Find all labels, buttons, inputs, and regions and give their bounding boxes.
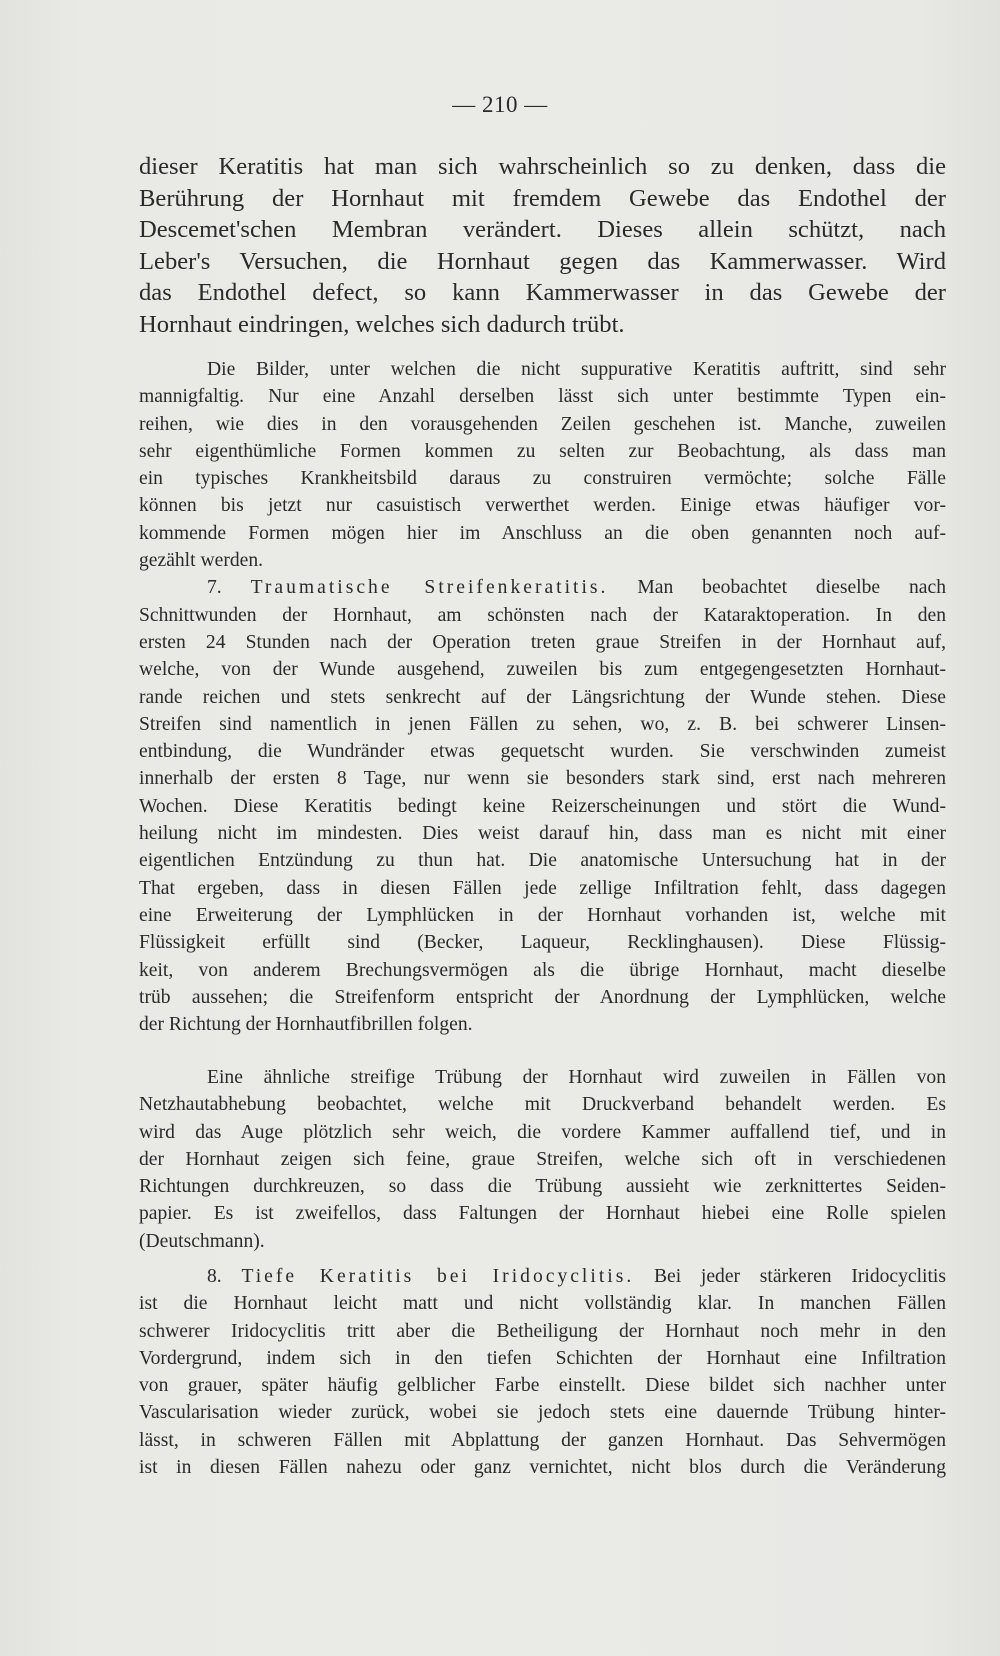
paragraph-faltung [139,1064,946,1255]
text-line: dieser Keratitis hat man sich wahrscheinlich so zu denken, dass die [139,153,946,180]
text-line: Eine ähnliche streifige Trübung der Hornhaut wird zuweilen in Fällen von [207,1067,946,1088]
text-line: wird das Auge plötzlich sehr weich, die vordere Kammer auffallend tief, und in [139,1121,946,1143]
section-8 [139,1263,946,1481]
text-line: eigentlichen Entzündung zu thun hat. Die anatomische Untersuchung hat in der [139,850,946,872]
text-line: ist in diesen Fällen nahezu oder ganz vernichtet, nicht blos durch die Veränderung [139,1457,946,1479]
text-line: trüb aussehen; die Streifenform entspricht der Anordnung der Lymphlücken, welche [139,986,946,1008]
section-number: 7. [207,577,222,599]
text-line: das Endothel defect, so kann Kammerwasser in das Gewebe der [139,279,946,306]
text-line: Wochen. Diese Keratitis bedingt keine Reizerscheinungen und stört die Wund- [139,795,946,817]
text-line: können bis jetzt nur casuistisch verwerthet werden. Einige etwas häufiger vor- [139,495,946,517]
text-line: Vascularisation wieder zurück, wobei sie jedoch stets eine dauernde Trübung hinter- [139,1402,946,1424]
text-line: keit, von anderem Brechungsvermögen als die übrige Hornhaut, macht dieselbe [139,959,946,981]
text-line: Hornhaut eindringen, welches sich dadurch trübt. [139,310,625,338]
text-line: innerhalb der ersten 8 Tage, nur wenn sie besonders stark sind, erst nach mehreren [139,768,946,790]
text-line: (Deutschmann). [139,1230,265,1252]
section-7-first-line [139,574,946,601]
text-line: Berührung der Hornhaut mit fremdem Gewebe das Endothel der [139,184,946,212]
text-line: eine Erweiterung der Lymphlücken in der Hornhaut vorhanden ist, welche mit [139,904,946,926]
paragraph-keratitis-continuation [139,151,946,340]
text-line: ist die Hornhaut leicht matt und nicht vollständig klar. In manchen Fällen [139,1293,946,1315]
text-line: Flüssigkeit erfüllt sind (Becker, Laqueur, Recklinghausen). Diese Flüssig- [139,932,946,954]
text-line: welche, von der Wunde ausgehend, zuweilen bis zum entgegengesetzten Hornhaut- [139,659,946,681]
text-line: Descemet'schen Membran verändert. Dieses allein schützt, nach [139,216,946,243]
paragraph-intro [139,356,946,574]
text-line: That ergeben, dass in diesen Fällen jede zellige Infiltration fehlt, dass dagegen [139,877,946,899]
text-line: heilung nicht im mindesten. Dies weist darauf hin, dass man es nicht mit einer [139,823,946,845]
text-line: Die Bilder, unter welchen die nicht suppurative Keratitis auftritt, sind sehr [207,359,946,380]
text-line: schwerer Iridocyclitis tritt aber die Betheiligung der Hornhaut noch mehr in den [139,1320,946,1342]
text-line: gezählt werden. [139,550,264,572]
text-line: Schnittwunden der Hornhaut, am schönsten nach der Kataraktoperation. In den [139,604,946,626]
text-line: papier. Es ist zweifellos, dass Faltungen der Hornhaut hiebei eine Rolle spielen [139,1203,946,1225]
section-number: 8. [207,1266,222,1287]
text-line: ersten 24 Stunden nach der Operation treten graue Streifen in der Hornhaut auf, [139,631,946,653]
section-8-first-line [139,1263,946,1290]
text-line: lässt, in schweren Fällen mit Abplattung der ganzen Hornhaut. Das Sehvermögen [139,1429,946,1451]
page-number: — 210 — [452,92,548,117]
text-line: kommende Formen mögen hier im Anschluss an die oben genannten noch auf- [139,522,946,544]
section-7 [139,574,946,1038]
text-line: entbindung, die Wundränder etwas gequetscht wurden. Sie verschwinden zumeist [139,741,946,763]
text-line: Netzhautabhebung beobachtet, welche mit Druckverband behandelt werden. Es [139,1094,946,1116]
section-heading: Traumatische Streifenkeratitis. [250,577,609,599]
text-span: Man beobachtet dieselbe nach [637,577,946,599]
text-line: von grauer, später häufig gelblicher Farbe einstellt. Diese bildet sich nachher unter [139,1375,946,1397]
text-line: reihen, wie dies in den vorausgehenden Zeilen geschehen ist. Manche, zuweilen [139,413,946,435]
small-print-section [139,356,946,1038]
text-line: Vordergrund, indem sich in den tiefen Schichten der Hornhaut eine Infiltration [139,1347,946,1369]
text-line: der Hornhaut zeigen sich feine, graue Streifen, welche sich oft in verschiedenen [139,1148,946,1170]
text-line: mannigfaltig. Nur eine Anzahl derselben lässt sich unter bestimmte Typen ein- [139,386,946,408]
text-line: Leber's Versuchen, die Hornhaut gegen das Kammerwasser. Wird [139,247,946,275]
text-line: ein typisches Krankheitsbild daraus zu construiren vermöchte; solche Fälle [139,468,946,490]
text-line: rande reichen und stets senkrecht auf der Längsrichtung der Wunde stehen. Diese [139,686,946,708]
text-line: Streifen sind namentlich in jenen Fällen zu sehen, wo, z. B. bei schwerer Linsen- [139,713,946,735]
text-line: Richtungen durchkreuzen, so dass die Trübung aussieht wie zerknittertes Seiden- [139,1176,946,1198]
text-span: Bei jeder stärkeren Iridocyclitis [653,1266,947,1287]
text-line: sehr eigenthümliche Formen kommen zu selten zur Beobachtung, als dass man [139,440,946,462]
section-heading: Tiefe Keratitis bei Iridocyclitis. [241,1266,635,1287]
text-line: der Richtung der Hornhautfibrillen folgen. [139,1014,473,1036]
